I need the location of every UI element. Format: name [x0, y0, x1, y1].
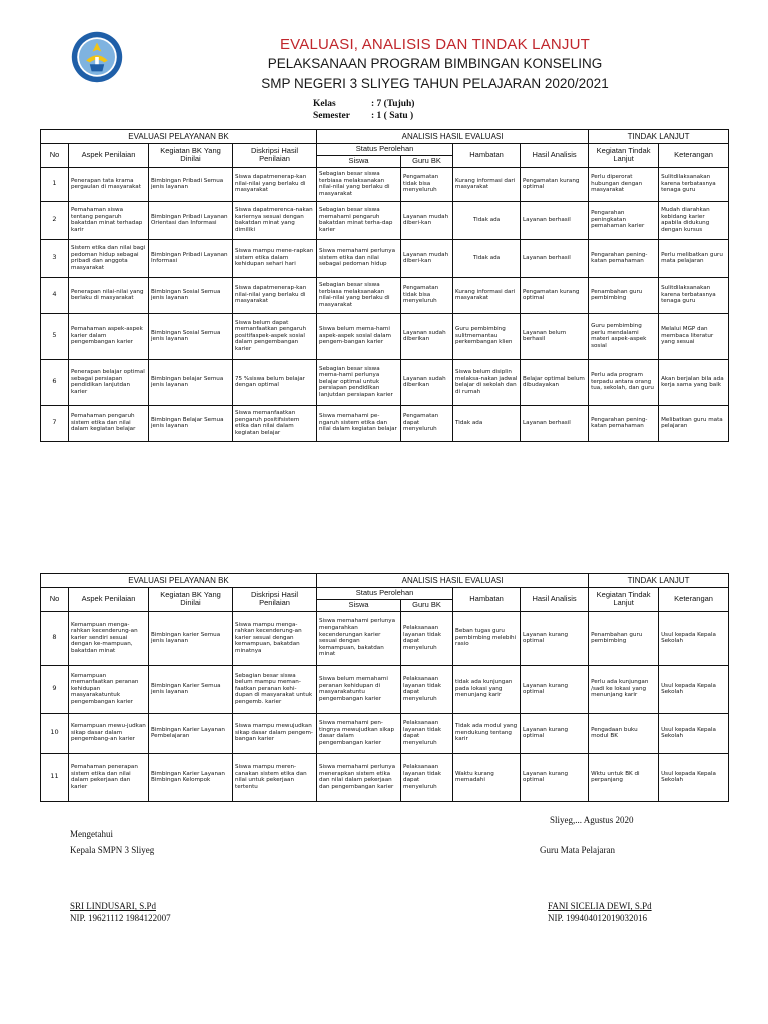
- header-evaluasi: EVALUASI PELAYANAN BK: [41, 130, 317, 144]
- header-hasil: Hasil Analisis: [521, 588, 589, 612]
- header-no: No: [41, 144, 69, 168]
- guru-label: Guru Mata Pelajaran: [540, 845, 615, 855]
- header-keterangan: Keterangan: [659, 588, 729, 612]
- cell-keterangan: Perlu melibatkan guru mata pelajaran: [659, 239, 729, 277]
- tut-wuri-handayani-logo: [70, 30, 124, 84]
- cell-kegiatan: Bimbingan Sosial Semua jenis layanan: [149, 313, 233, 359]
- cell-hasil: Layanan berhasil: [521, 239, 589, 277]
- header-tindak-lanjut: TINDAK LANJUT: [589, 130, 729, 144]
- cell-no: 7: [41, 405, 69, 441]
- cell-gurubk: Layanan mudah diberi-kan: [401, 239, 453, 277]
- header-no: No: [41, 588, 69, 612]
- cell-siswa: Siswa memahami pen-tingnya mewujudkan sikap dasar dalam pengembangan karier: [317, 713, 401, 753]
- cell-hasil: Layanan berhasil: [521, 201, 589, 239]
- header-kegiatan-tl: Kegiatan Tindak Lanjut: [589, 588, 659, 612]
- cell-kegiatan: Bimbingan Karier Semua jenis layanan: [149, 665, 233, 713]
- cell-hambatan: Siswa belum disiplin melaksa-nakan jadwal belajar di sekolah dan di rumah: [453, 359, 521, 405]
- cell-siswa: Sebagian besar siswa terbiasa melaksanakan nilai-nilai yang berlaku di masyarakat: [317, 277, 401, 313]
- cell-no: 3: [41, 239, 69, 277]
- cell-kegiatan: Bimbingan karier Semua jenis layanan: [149, 611, 233, 665]
- cell-kegiatan: Bimbingan belajar Semua jenis layanan: [149, 359, 233, 405]
- cell-kegiatan: Bimbingan Sosial Semua jenis layanan: [149, 277, 233, 313]
- cell-deskripsi: Siswa mampu meren-canakan sistem etika dan nilai untuk pekerjaan tertentu: [233, 753, 317, 801]
- cell-hambatan: Tidak ada: [453, 405, 521, 441]
- cell-aspek: Kemampuan mewu-judkan sikap dasar dalam pengembang-an karier: [69, 713, 149, 753]
- cell-keterangan: Usul kepada Kepala Sekolah: [659, 611, 729, 665]
- header-kegiatan: Kegiatan BK Yang Dinilai: [149, 144, 233, 168]
- cell-keterangan: Usul kepada Kepala Sekolah: [659, 713, 729, 753]
- table-row: [41, 239, 729, 277]
- cell-siswa: Sebagian besar siswa mema-hami perlunya belajar optimal untuk persiapan pendidikan lanjutdan persiapan karier: [317, 359, 401, 405]
- cell-hambatan: Kurang informasi dari masyarakat: [453, 167, 521, 201]
- cell-aspek: Pemahaman aspek-aspek karier dalam pengembangan karier: [69, 313, 149, 359]
- header-deskripsi: Diskripsi Hasil Penilaian: [233, 144, 317, 168]
- cell-keterangan: Mudah diarahkan kebidang karier apabila didukung dengan kursus: [659, 201, 729, 239]
- table-row: [41, 665, 729, 713]
- header-analisis: ANALISIS HASIL EVALUASI: [317, 130, 589, 144]
- cell-hasil: Layanan kurang optimal: [521, 611, 589, 665]
- cell-no: 5: [41, 313, 69, 359]
- cell-aspek: Sistem etika dan nilai bagi pedoman hidup sebagai pribadi dan anggota masyarakat: [69, 239, 149, 277]
- header-gurubk: Guru BK: [401, 599, 453, 611]
- cell-gurubk: Layanan sudah diberikan: [401, 359, 453, 405]
- cell-hambatan: Kurang informasi dari masyarakat: [453, 277, 521, 313]
- cell-keterangan: Sulitdilaksanakan karena terbatasnya tenaga guru: [659, 277, 729, 313]
- cell-keterangan: Melalui MGP dan membaca literatur yang sesuai: [659, 313, 729, 359]
- mengetahui-label: Mengetahui: [70, 829, 113, 839]
- school-name: SMP NEGERI 3 SLIYEG TAHUN PELAJARAN 2020/2021: [261, 76, 609, 91]
- cell-siswa: Sebagian besar siswa memahami pengaruh bakatdan minat terha-dap karier: [317, 201, 401, 239]
- header-hambatan: Hambatan: [453, 588, 521, 612]
- cell-no: 10: [41, 713, 69, 753]
- cell-tindak: Wktu untuk BK di perpanjang: [589, 753, 659, 801]
- cell-deskripsi: Siswa mampu menga-rahkan kecenderung-an karier sesuai dengan kemampuan, bakatdan minatnya: [233, 611, 317, 665]
- table-row: [41, 405, 729, 441]
- cell-siswa: Siswa memahami perlunya mengarahkan kecenderungan karier sesuai dengan kemampuan, bakatdan minat: [317, 611, 401, 665]
- cell-siswa: Siswa memahami perlunya sistem etika dan nilai sebagai pedoman hidup: [317, 239, 401, 277]
- table-row: [41, 313, 729, 359]
- cell-hasil: Pengamatan kurang optimal: [521, 277, 589, 313]
- header-hambatan: Hambatan: [453, 144, 521, 168]
- cell-tindak: Pengadaan buku modul BK: [589, 713, 659, 753]
- document-subtitle: PELAKSANAAN PROGRAM BIMBINGAN KONSELING: [267, 56, 603, 71]
- cell-tindak: Perlu ada program terpadu antara orang tua, sekolah, dan guru: [589, 359, 659, 405]
- header-gurubk: Guru BK: [401, 155, 453, 167]
- cell-aspek: Pemahaman siswa tentang pengaruh bakatdan minat terhadap karir: [69, 201, 149, 239]
- guru-name: FANI SICELIA DEWI, S.Pd: [548, 901, 652, 911]
- kelas-line: [313, 99, 414, 109]
- header-hasil: Hasil Analisis: [521, 144, 589, 168]
- cell-hasil: Layanan kurang optimal: [521, 753, 589, 801]
- header-aspek: Aspek Penilaian: [69, 588, 149, 612]
- cell-aspek: Penerapan belajar optimal sebagai persiapan pendidikan lanjutdan karier: [69, 359, 149, 405]
- cell-gurubk: Layanan sudah diberikan: [401, 313, 453, 359]
- table-row: [41, 713, 729, 753]
- semester-label: Semester: [313, 111, 350, 121]
- header-siswa: Siswa: [317, 155, 401, 167]
- header-status: Status Perolehan: [317, 144, 453, 156]
- header-siswa: Siswa: [317, 599, 401, 611]
- table-row: [41, 277, 729, 313]
- header-analisis: ANALISIS HASIL EVALUASI: [317, 574, 589, 588]
- cell-hambatan: Guru pembimbing sulitmemantau perkembangan klien: [453, 313, 521, 359]
- header-kegiatan: Kegiatan BK Yang Dinilai: [149, 588, 233, 612]
- header-keterangan: Keterangan: [659, 144, 729, 168]
- cell-deskripsi: Siswa dapatmenerap-kan nilai-nilai yang berlaku di masyarakat: [233, 167, 317, 201]
- cell-aspek: Kemampuan memanfaatkan peranan kehidupan masyarakatuntuk pengembangan karier: [69, 665, 149, 713]
- cell-no: 9: [41, 665, 69, 713]
- cell-hambatan: Tidak ada: [453, 239, 521, 277]
- header-status: Status Perolehan: [317, 588, 453, 600]
- cell-gurubk: Pelaksanaan layanan tidak dapat menyeluruh: [401, 713, 453, 753]
- cell-aspek: Penerapan nilai-nilai yang berlaku di masyarakat: [69, 277, 149, 313]
- cell-tindak: Pengarahan peningkatan pemahaman karier: [589, 201, 659, 239]
- cell-deskripsi: Siswa memanfaatkan pengaruh positifsistem etika dan nilai dalam kegiatan belajar: [233, 405, 317, 441]
- cell-kegiatan: Bimbingan Karier Layanan Pembelajaran: [149, 713, 233, 753]
- cell-hambatan: Tidak ada: [453, 201, 521, 239]
- cell-hambatan: Beban tugas guru pembimbing melebihi rasio: [453, 611, 521, 665]
- cell-deskripsi: 75 %siswa belum belajar dengan optimal: [233, 359, 317, 405]
- table-row: [41, 167, 729, 201]
- cell-deskripsi: Siswa dapatmenerap-kan nilai-nilai yang berlaku di masyarakat: [233, 277, 317, 313]
- cell-keterangan: Melibatkan guru mata pelajaran: [659, 405, 729, 441]
- cell-no: 1: [41, 167, 69, 201]
- semester-line: [313, 111, 413, 121]
- cell-siswa: Siswa memahami perlunya menerapkan sistem etika dan nilai dalam pekerjaan dan pengembangan karier: [317, 753, 401, 801]
- cell-hasil: Belajar optimal belum dibudayakan: [521, 359, 589, 405]
- kelas-label: Kelas: [313, 99, 336, 109]
- cell-kegiatan: Bimbingan Pribadi Layanan Orientasi dan Informasi: [149, 201, 233, 239]
- kepala-sekolah-label: Kepala SMPN 3 Sliyeg: [70, 845, 155, 855]
- table-row: [41, 201, 729, 239]
- cell-gurubk: Pelaksanaan layanan tidak dapat menyeluruh: [401, 753, 453, 801]
- cell-aspek: Kemampuan menga-rahkan kecenderung-an karier sendiri sesuai dengan ke-mampuan, bakatdan minat: [69, 611, 149, 665]
- cell-tindak: Penambahan guru pembimbing: [589, 611, 659, 665]
- cell-aspek: Pemahaman penerapan sistem etika dan nilai dalam pekerjaan dan karier: [69, 753, 149, 801]
- cell-hasil: Layanan kurang optimal: [521, 665, 589, 713]
- cell-gurubk: Pengamatan tidak bisa menyeluruh: [401, 167, 453, 201]
- guru-nip: NIP. 199404012019032016: [548, 913, 648, 923]
- cell-gurubk: Layanan mudah diberi-kan: [401, 201, 453, 239]
- kepala-sekolah-name: SRI LINDUSARI, S.Pd: [70, 901, 157, 911]
- cell-hambatan: tidak ada kunjungan pada lokasi yang menunjang karir: [453, 665, 521, 713]
- cell-gurubk: Pengamatan tidak bisa menyeluruh: [401, 277, 453, 313]
- cell-kegiatan: Bimbingan Pribadi Semua jenis layanan: [149, 167, 233, 201]
- table-row: [41, 753, 729, 801]
- header-kegiatan-tl: Kegiatan Tindak Lanjut: [589, 144, 659, 168]
- cell-deskripsi: Siswa mampu mewujudkan sikap dasar dalam pengem-bangan karier: [233, 713, 317, 753]
- cell-deskripsi: Siswa belum dapat memanfaatkan pengaruh positifaspek-aspek sosial dalam pengembangan karier: [233, 313, 317, 359]
- cell-no: 2: [41, 201, 69, 239]
- cell-no: 4: [41, 277, 69, 313]
- cell-gurubk: Pelaksanaan layanan tidak dapat menyeluruh: [401, 665, 453, 713]
- header-aspek: Aspek Penilaian: [69, 144, 149, 168]
- cell-siswa: Siswa belum mema-hami aspek-aspek sosial dalam pengem-bangan karier: [317, 313, 401, 359]
- cell-tindak: Penambahan guru pembimbing: [589, 277, 659, 313]
- place-date: Sliyeg,... Agustus 2020: [550, 815, 634, 825]
- evaluation-table-2: [40, 573, 729, 802]
- cell-tindak: Pengarahan pening-katan pemahaman: [589, 405, 659, 441]
- kepala-sekolah-nip: NIP. 19621112 1984122007: [70, 913, 171, 923]
- cell-kegiatan: Bimbingan Pribadi Layanan Informasi: [149, 239, 233, 277]
- evaluation-table-1: [40, 129, 729, 442]
- cell-deskripsi: Siswa dapatmerenca-nakan kariernya sesuai dengan bakatdan minat yang dimiliki: [233, 201, 317, 239]
- cell-siswa: Siswa belum memahami peranan kehidupan di masyarakatuntu pengembangan karier: [317, 665, 401, 713]
- cell-gurubk: Pelaksanaan layanan tidak dapat menyeluruh: [401, 611, 453, 665]
- cell-hambatan: Waktu kurang memadahi: [453, 753, 521, 801]
- cell-siswa: Siswa memahami pe-ngaruh sistem etika dan nilai dalam kegiatan belajar: [317, 405, 401, 441]
- cell-aspek: Pemahaman pengaruh sistem etika dan nilai dalam kegiatan belajar: [69, 405, 149, 441]
- cell-keterangan: Usul kepada Kepala Sekolah: [659, 753, 729, 801]
- header-deskripsi: Diskripsi Hasil Penilaian: [233, 588, 317, 612]
- cell-aspek: Penerapan tata krama pergaulan di masyarakat: [69, 167, 149, 201]
- cell-kegiatan: Bimbingan Karier Layanan Bimbingan Kelompok: [149, 753, 233, 801]
- cell-tindak: Pengarahan pening-katan pemahaman: [589, 239, 659, 277]
- cell-deskripsi: Siswa mampu mene-rapkan sistem etika dalam kehidupan sehari hari: [233, 239, 317, 277]
- semester-value: : 1 ( Satu ): [371, 111, 414, 121]
- header-evaluasi: EVALUASI PELAYANAN BK: [41, 574, 317, 588]
- cell-siswa: Sebagian besar siswa terbiasa melaksanakan nilai-nilai yang berlaku di masyarakat: [317, 167, 401, 201]
- cell-no: 8: [41, 611, 69, 665]
- cell-no: 11: [41, 753, 69, 801]
- cell-tindak: Guru pembimbing perlu mendalami materi aspek-aspek sosial: [589, 313, 659, 359]
- cell-hasil: Layanan belum berhasil: [521, 313, 589, 359]
- table-row: [41, 359, 729, 405]
- table-row: [41, 611, 729, 665]
- document-title: EVALUASI, ANALISIS DAN TINDAK LANJUT: [279, 36, 591, 53]
- header-tindak-lanjut: TINDAK LANJUT: [589, 574, 729, 588]
- cell-no: 6: [41, 359, 69, 405]
- cell-hambatan: Tidak ada modul yang mendukung tentang karir: [453, 713, 521, 753]
- kelas-value: : 7 (Tujuh): [371, 99, 415, 109]
- cell-hasil: Layanan berhasil: [521, 405, 589, 441]
- cell-keterangan: Sulitdilaksanakan karena terbatasnya tenaga guru: [659, 167, 729, 201]
- cell-keterangan: Akan berjalan bila ada kerja sama yang baik: [659, 359, 729, 405]
- cell-kegiatan: Bimbingan Belajar Semua jenis layanan: [149, 405, 233, 441]
- cell-deskripsi: Sebagian besar siswa belum mampu meman-faatkan peranan kehi-dupan di masyarakat untuk pengemb. karier: [233, 665, 317, 713]
- cell-hasil: Pengamatan kurang optimal: [521, 167, 589, 201]
- cell-tindak: Perlu ada kunjungan /sadi ke lokasi yang menunjang karir: [589, 665, 659, 713]
- cell-keterangan: Usul kepada Kepala Sekolah: [659, 665, 729, 713]
- cell-tindak: Perlu diperorat hubungan dengan masyarakat: [589, 167, 659, 201]
- cell-gurubk: Pengamatan dapat menyeluruh: [401, 405, 453, 441]
- cell-hasil: Layanan kurang optimal: [521, 713, 589, 753]
